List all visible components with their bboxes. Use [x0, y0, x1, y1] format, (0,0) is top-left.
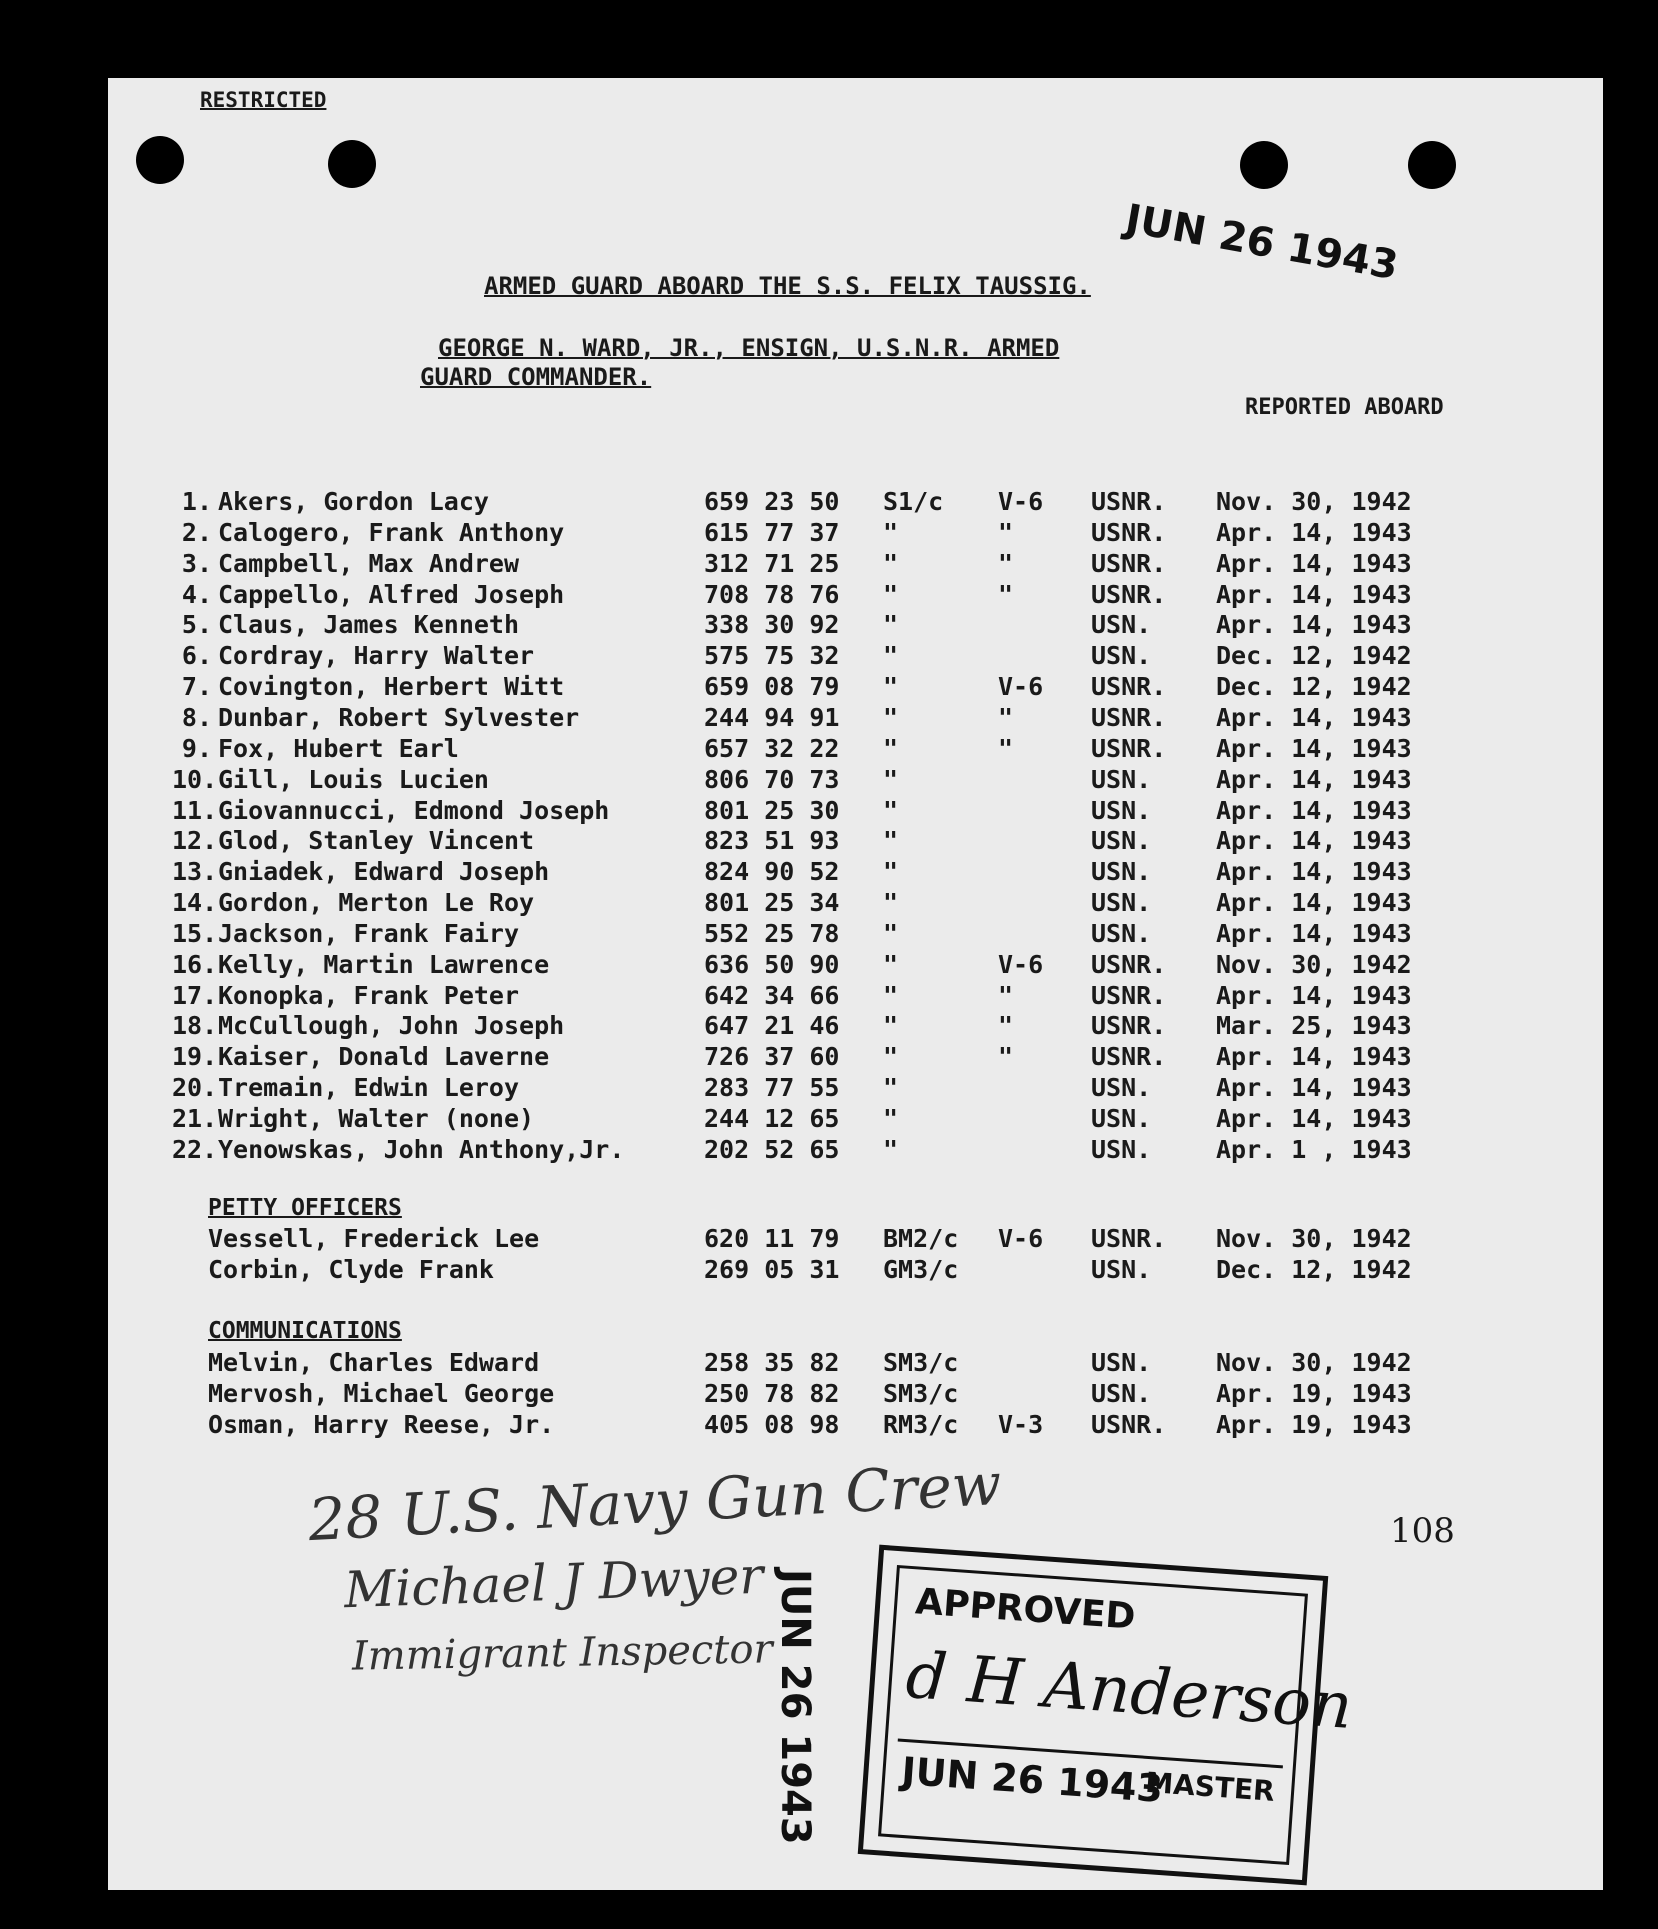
service-number: 250 78 82	[704, 1379, 840, 1408]
reported-date: Nov. 30, 1942	[1216, 487, 1412, 516]
branch: USN.	[1091, 795, 1152, 825]
branch: USN.	[1091, 610, 1152, 640]
branch: USN.	[1091, 764, 1152, 794]
table-row	[108, 1379, 1603, 1410]
row-number: 3.	[181, 548, 212, 578]
rate: "	[883, 579, 899, 609]
row-number: 15.	[172, 918, 218, 948]
service-number: 615 77 37	[704, 517, 840, 547]
row-number: 21.	[172, 1104, 218, 1133]
reported-date: Apr. 14, 1943	[1216, 548, 1412, 578]
reported-date: Apr. 14, 1943	[1216, 795, 1412, 825]
crew-name: Cordray, Harry Walter	[218, 641, 535, 671]
branch: USNR.	[1091, 548, 1167, 578]
crew-name: Vessell, Frederick Lee	[208, 1224, 540, 1253]
restricted-label: RESTRICTED	[200, 88, 327, 112]
page-number: 108	[1390, 1511, 1455, 1551]
branch: USN.	[1091, 641, 1152, 671]
reported-date: Apr. 14, 1943	[1216, 610, 1412, 640]
petty-officers-heading: PETTY OFFICERS	[208, 1195, 402, 1221]
classification: V-6	[998, 487, 1044, 516]
communications-heading: COMMUNICATIONS	[208, 1318, 402, 1344]
row-number: 22.	[172, 1134, 218, 1164]
branch: USNR.	[1091, 579, 1167, 609]
document-page	[108, 78, 1603, 1890]
service-number: 244 12 65	[704, 1104, 840, 1133]
row-number: 5.	[181, 610, 212, 640]
table-row	[108, 1255, 1603, 1286]
rate: "	[883, 702, 899, 732]
crew-name: Gordon, Merton Le Roy	[218, 888, 535, 918]
crew-name: Mervosh, Michael George	[208, 1379, 555, 1408]
classification: "	[998, 579, 1014, 609]
table-row	[108, 981, 1603, 1012]
row-number: 2.	[181, 517, 212, 547]
branch: USNR.	[1091, 517, 1167, 547]
crew-name: Campbell, Max Andrew	[218, 548, 520, 578]
row-number: 19.	[172, 1042, 218, 1072]
rate: "	[883, 857, 899, 887]
rate: "	[883, 641, 899, 671]
service-number: 312 71 25	[704, 548, 840, 578]
reported-date: Dec. 12, 1942	[1216, 672, 1412, 702]
crew-name: Glod, Stanley Vincent	[218, 826, 535, 856]
table-row	[108, 796, 1603, 827]
branch: USN.	[1091, 1348, 1152, 1377]
reported-date: Apr. 14, 1943	[1216, 1104, 1412, 1133]
service-number: 405 08 98	[704, 1410, 840, 1439]
rate: "	[883, 1042, 899, 1072]
row-number: 14.	[172, 888, 218, 918]
table-row	[108, 1135, 1603, 1166]
crew-name: Akers, Gordon Lacy	[218, 487, 489, 516]
table-row	[108, 1104, 1603, 1135]
table-row	[108, 1348, 1603, 1379]
inspector-signature: Michael J Dwyer	[343, 1546, 765, 1620]
service-number: 806 70 73	[704, 764, 840, 794]
reported-date: Apr. 19, 1943	[1216, 1379, 1412, 1408]
document-title: ARMED GUARD ABOARD THE S.S. FELIX TAUSSIG.	[484, 272, 1091, 300]
table-row	[108, 703, 1603, 734]
service-number: 642 34 66	[704, 980, 840, 1010]
reported-date: Apr. 14, 1943	[1216, 980, 1412, 1010]
rate: BM2/c	[883, 1224, 959, 1253]
reported-date: Nov. 30, 1942	[1216, 1348, 1412, 1377]
service-number: 708 78 76	[704, 579, 840, 609]
branch: USNR.	[1091, 487, 1167, 516]
rate: "	[883, 1011, 899, 1041]
service-number: 657 32 22	[704, 733, 840, 763]
rate: "	[883, 949, 899, 979]
rate: "	[883, 610, 899, 640]
master-label: MASTER	[1144, 1765, 1276, 1808]
service-number: 269 05 31	[704, 1255, 840, 1284]
rate: RM3/c	[883, 1410, 959, 1439]
commander-line-1: GEORGE N. WARD, JR., ENSIGN, U.S.N.R. ARMED	[438, 334, 1060, 362]
classification: "	[998, 702, 1014, 732]
reported-date: Apr. 14, 1943	[1216, 888, 1412, 918]
branch: USN.	[1091, 1073, 1152, 1103]
branch: USN.	[1091, 1104, 1152, 1133]
reported-date: Mar. 25, 1943	[1216, 1011, 1412, 1041]
reported-date: Nov. 30, 1942	[1216, 949, 1412, 979]
approved-label: APPROVED	[914, 1581, 1137, 1638]
branch: USNR.	[1091, 1224, 1167, 1253]
table-row	[108, 610, 1603, 641]
service-number: 726 37 60	[704, 1042, 840, 1072]
reported-date: Apr. 14, 1943	[1216, 764, 1412, 794]
rate: SM3/c	[883, 1379, 959, 1408]
crew-name: Osman, Harry Reese, Jr.	[208, 1410, 555, 1439]
crew-name: Cappello, Alfred Joseph	[218, 579, 565, 609]
rate: GM3/c	[883, 1255, 959, 1284]
crew-name: Calogero, Frank Anthony	[218, 517, 565, 547]
classification: "	[998, 548, 1014, 578]
classification: V-6	[998, 1224, 1044, 1253]
vertical-date-stamp: JUN 26 1943	[772, 1569, 818, 1845]
service-number: 283 77 55	[704, 1073, 840, 1103]
crew-name: Corbin, Clyde Frank	[208, 1255, 494, 1284]
table-row	[108, 950, 1603, 981]
crew-name: Jackson, Frank Fairy	[218, 918, 520, 948]
crew-name: Tremain, Edwin Leroy	[218, 1073, 520, 1103]
rate: "	[883, 795, 899, 825]
table-row	[108, 734, 1603, 765]
rate: "	[883, 1073, 899, 1103]
service-number: 636 50 90	[704, 949, 840, 979]
crew-name: Giovannucci, Edmond Joseph	[218, 795, 610, 825]
table-row	[108, 826, 1603, 857]
row-number: 4.	[181, 579, 212, 609]
table-row	[108, 672, 1603, 703]
service-number: 258 35 82	[704, 1348, 840, 1377]
reported-date: Apr. 14, 1943	[1216, 579, 1412, 609]
row-number: 13.	[172, 857, 218, 887]
reported-date: Apr. 14, 1943	[1216, 918, 1412, 948]
rate: "	[883, 1104, 899, 1133]
crew-name: Gniadek, Edward Joseph	[218, 857, 550, 887]
approved-date: JUN 26 1943	[900, 1748, 1165, 1812]
table-row	[108, 549, 1603, 580]
branch: USN.	[1091, 1379, 1152, 1408]
classification: V-3	[998, 1410, 1044, 1439]
row-number: 1.	[181, 487, 212, 516]
crew-name: Dunbar, Robert Sylvester	[218, 702, 580, 732]
commander-line-2: GUARD COMMANDER.	[420, 363, 652, 391]
reported-date: Apr. 14, 1943	[1216, 826, 1412, 856]
reported-date: Dec. 12, 1942	[1216, 1255, 1412, 1284]
row-number: 17.	[172, 980, 218, 1010]
classification: "	[998, 1011, 1014, 1041]
reported-date: Apr. 14, 1943	[1216, 1042, 1412, 1072]
service-number: 244 94 91	[704, 702, 840, 732]
row-number: 6.	[181, 641, 212, 671]
crew-name: Fox, Hubert Earl	[218, 733, 459, 763]
row-number: 8.	[181, 702, 212, 732]
table-row	[108, 857, 1603, 888]
classification: "	[998, 980, 1014, 1010]
received-date-stamp: JUN 26 1943	[1122, 196, 1402, 290]
branch: USN.	[1091, 888, 1152, 918]
row-number: 9.	[181, 733, 212, 763]
rate: "	[883, 672, 899, 702]
table-row	[108, 1410, 1603, 1441]
branch: USNR.	[1091, 1042, 1167, 1072]
service-number: 620 11 79	[704, 1224, 840, 1253]
row-number: 7.	[181, 672, 212, 702]
reported-date: Dec. 12, 1942	[1216, 641, 1412, 671]
row-number: 16.	[172, 949, 218, 979]
service-number: 801 25 34	[704, 888, 840, 918]
rate: "	[883, 764, 899, 794]
classification: "	[998, 1042, 1014, 1072]
crew-name: Yenowskas, John Anthony,Jr.	[218, 1134, 625, 1164]
row-number: 20.	[172, 1073, 218, 1103]
service-number: 338 30 92	[704, 610, 840, 640]
crew-name: McCullough, John Joseph	[218, 1011, 565, 1041]
reported-date: Apr. 14, 1943	[1216, 1073, 1412, 1103]
reported-date: Apr. 14, 1943	[1216, 857, 1412, 887]
reported-aboard-header: REPORTED ABOARD	[1245, 395, 1444, 420]
service-number: 575 75 32	[704, 641, 840, 671]
row-number: 10.	[172, 764, 218, 794]
branch: USNR.	[1091, 980, 1167, 1010]
rate: "	[883, 733, 899, 763]
row-number: 18.	[172, 1011, 218, 1041]
branch: USNR.	[1091, 1011, 1167, 1041]
row-number: 12.	[172, 826, 218, 856]
classification: V-6	[998, 949, 1044, 979]
table-row	[108, 580, 1603, 611]
classification: "	[998, 733, 1014, 763]
inspector-title: Immigrant Inspector	[351, 1626, 773, 1680]
table-row	[108, 487, 1603, 518]
branch: USNR.	[1091, 1410, 1167, 1439]
classification: V-6	[998, 672, 1044, 702]
punch-hole	[136, 136, 184, 184]
table-row	[108, 888, 1603, 919]
branch: USN.	[1091, 857, 1152, 887]
approved-stamp	[858, 1545, 1355, 1886]
table-row	[108, 518, 1603, 549]
branch: USN.	[1091, 1134, 1152, 1164]
crew-name: Claus, James Kenneth	[218, 610, 520, 640]
table-row	[108, 641, 1603, 672]
service-number: 202 52 65	[704, 1134, 840, 1164]
reported-date: Apr. 1 , 1943	[1216, 1134, 1412, 1164]
service-number: 801 25 30	[704, 795, 840, 825]
rate: "	[883, 517, 899, 547]
rate: "	[883, 826, 899, 856]
table-row	[108, 1073, 1603, 1104]
crew-name: Covington, Herbert Witt	[218, 672, 565, 702]
service-number: 552 25 78	[704, 918, 840, 948]
branch: USN.	[1091, 826, 1152, 856]
rate: "	[883, 1134, 899, 1164]
approved-signature: d H Anderson	[903, 1638, 1355, 1744]
table-row	[108, 1224, 1603, 1255]
classification: "	[998, 517, 1014, 547]
branch: USN.	[1091, 1255, 1152, 1284]
crew-name: Kelly, Martin Lawrence	[218, 949, 550, 979]
crew-name: Konopka, Frank Peter	[218, 980, 520, 1010]
service-number: 659 23 50	[704, 487, 840, 516]
reported-date: Apr. 14, 1943	[1216, 702, 1412, 732]
rate: "	[883, 980, 899, 1010]
reported-date: Apr. 19, 1943	[1216, 1410, 1412, 1439]
branch: USNR.	[1091, 702, 1167, 732]
table-row	[108, 1042, 1603, 1073]
branch: USNR.	[1091, 672, 1167, 702]
punch-hole	[1408, 141, 1456, 189]
service-number: 824 90 52	[704, 857, 840, 887]
branch: USN.	[1091, 918, 1152, 948]
reported-date: Apr. 14, 1943	[1216, 733, 1412, 763]
table-row	[108, 1011, 1603, 1042]
punch-hole	[328, 140, 376, 188]
table-row	[108, 919, 1603, 950]
service-number: 823 51 93	[704, 826, 840, 856]
crew-name: Melvin, Charles Edward	[208, 1348, 540, 1377]
row-number: 11.	[172, 795, 218, 825]
punch-hole	[1240, 141, 1288, 189]
rate: SM3/c	[883, 1348, 959, 1377]
rate: S1/c	[883, 487, 944, 516]
reported-date: Apr. 14, 1943	[1216, 517, 1412, 547]
crew-name: Gill, Louis Lucien	[218, 764, 489, 794]
handwritten-crew-count: 28 U.S. Navy Gun Crew	[306, 1449, 1003, 1555]
crew-name: Kaiser, Donald Laverne	[218, 1042, 550, 1072]
rate: "	[883, 918, 899, 948]
branch: USNR.	[1091, 949, 1167, 979]
branch: USNR.	[1091, 733, 1167, 763]
crew-name: Wright, Walter (none)	[218, 1104, 535, 1133]
rate: "	[883, 888, 899, 918]
table-row	[108, 765, 1603, 796]
service-number: 659 08 79	[704, 672, 840, 702]
rate: "	[883, 548, 899, 578]
approved-stamp-inner-border	[878, 1565, 1355, 1865]
reported-date: Nov. 30, 1942	[1216, 1224, 1412, 1253]
service-number: 647 21 46	[704, 1011, 840, 1041]
